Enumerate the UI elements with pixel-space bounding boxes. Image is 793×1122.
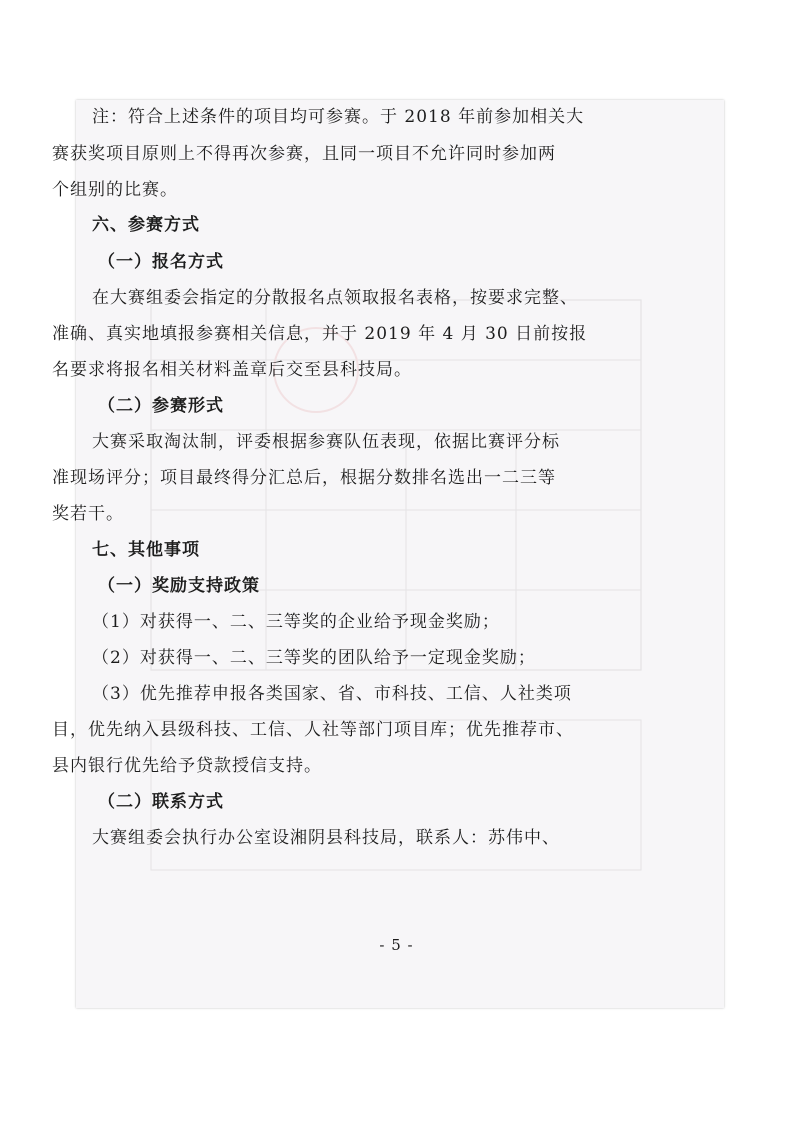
page-number: - 5 - <box>379 936 414 954</box>
subheading-competition-format: （二）参赛形式 <box>98 396 224 416</box>
registration-line-3: 名要求将报名相关材料盖章后交至县科技局。 <box>52 360 412 380</box>
subheading-reward-policy: （一）奖励支持政策 <box>98 576 260 596</box>
section-heading-six: 六、参赛方式 <box>92 215 200 235</box>
registration-line-1: 在大赛组委会指定的分散报名点领取报名表格，按要求完整、 <box>92 288 578 308</box>
format-line-3: 奖若干。 <box>52 504 124 524</box>
reward-item-2: （2）对获得一、二、三等奖的团队给予一定现金奖励； <box>92 648 536 668</box>
format-line-2: 准现场评分；项目最终得分汇总后，根据分数排名选出一二三等 <box>52 468 556 488</box>
subheading-registration-method: （一）报名方式 <box>98 252 224 272</box>
section-heading-seven: 七、其他事项 <box>92 540 200 560</box>
note-line-1: 注：符合上述条件的项目均可参赛。于 2018 年前参加相关大 <box>92 107 585 127</box>
reward-item-1: （1）对获得一、二、三等奖的企业给予现金奖励； <box>92 612 500 632</box>
contact-line-1: 大赛组委会执行办公室设湘阴县科技局，联系人：苏伟中、 <box>92 828 560 848</box>
format-line-1: 大赛采取淘汰制，评委根据参赛队伍表现，依据比赛评分标 <box>92 432 560 452</box>
reward-item-3-line-1: （3）优先推荐申报各类国家、省、市科技、工信、人社类项 <box>92 684 572 704</box>
note-line-2: 赛获奖项目原则上不得再次参赛，且同一项目不允许同时参加两 <box>52 144 556 164</box>
registration-line-2: 准确、真实地填报参赛相关信息，并于 2019 年 4 月 30 日前按报 <box>52 324 588 344</box>
reward-item-3-line-3: 县内银行优先给予贷款授信支持。 <box>52 756 322 776</box>
note-line-3: 个组别的比赛。 <box>52 180 178 200</box>
subheading-contact: （二）联系方式 <box>98 792 224 812</box>
reward-item-3-line-2: 目，优先纳入县级科技、工信、人社等部门项目库；优先推荐市、 <box>52 720 574 740</box>
